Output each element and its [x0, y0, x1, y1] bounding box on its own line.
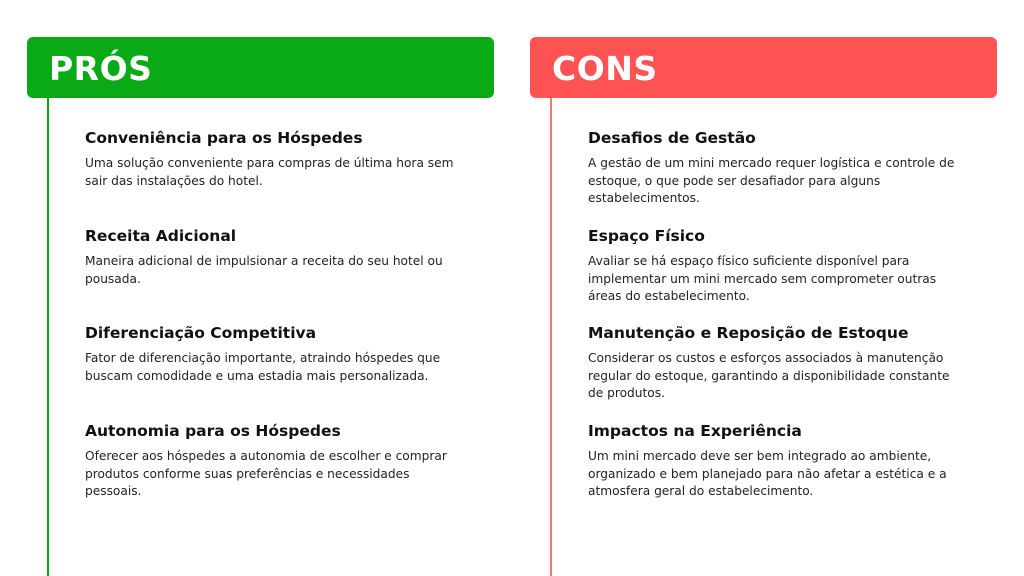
- pros-header: [27, 37, 494, 98]
- pros-divider-line: [47, 98, 49, 576]
- cons-item-title: Impactos na Experiência: [588, 422, 802, 440]
- pros-item: [85, 322, 465, 385]
- pros-column: [27, 0, 494, 576]
- cons-item: [588, 322, 968, 403]
- pros-item-title: Receita Adicional: [85, 227, 237, 245]
- cons-title: CONS: [552, 49, 658, 88]
- pros-item-title: Conveniência para os Hóspedes: [85, 129, 363, 147]
- pros-item-text: Maneira adicional de impulsionar a receita do seu hotel ou pousada.: [85, 254, 443, 286]
- pros-title: PRÓS: [49, 49, 153, 88]
- cons-item-title: Manutenção e Reposição de Estoque: [588, 324, 909, 342]
- cons-item-title: Espaço Físico: [588, 227, 705, 245]
- pros-item-title: Diferenciação Competitiva: [85, 324, 317, 342]
- pros-item-title: Autonomia para os Hóspedes: [85, 422, 341, 440]
- pros-item: [85, 225, 465, 288]
- cons-item-text: Um mini mercado deve ser bem integrado ao ambiente, organizado e bem planejado para não afetar a estética e a atmosfera geral do estabelecimento.: [588, 449, 947, 498]
- cons-item-text: A gestão de um mini mercado requer logística e controle de estoque, o que pode ser desafiador para alguns estabelecimentos.: [588, 156, 955, 205]
- cons-item: [588, 127, 968, 208]
- pros-item: [85, 420, 465, 501]
- pros-item: [85, 127, 465, 190]
- pros-item-text: Oferecer aos hóspedes a autonomia de escolher e comprar produtos conforme suas preferências e necessidades pessoais.: [85, 449, 447, 498]
- pros-item-text: Uma solução conveniente para compras de última hora sem sair das instalações do hotel.: [85, 156, 454, 188]
- cons-item-title: Desafios de Gestão: [588, 129, 756, 147]
- cons-item: [588, 420, 968, 501]
- cons-column: [530, 0, 997, 576]
- cons-header: [530, 37, 997, 98]
- cons-divider-line: [550, 98, 552, 576]
- cons-item: [588, 225, 968, 306]
- pros-item-text: Fator de diferenciação importante, atraindo hóspedes que buscam comodidade e uma estadia mais personalizada.: [85, 351, 441, 383]
- cons-item-text: Considerar os custos e esforços associados à manutenção regular do estoque, garantindo a disponibilidade constante de produtos.: [588, 351, 950, 400]
- cons-item-text: Avaliar se há espaço físico suficiente disponível para implementar um mini mercado sem comprometer outras áreas do estabelecimento.: [588, 254, 937, 303]
